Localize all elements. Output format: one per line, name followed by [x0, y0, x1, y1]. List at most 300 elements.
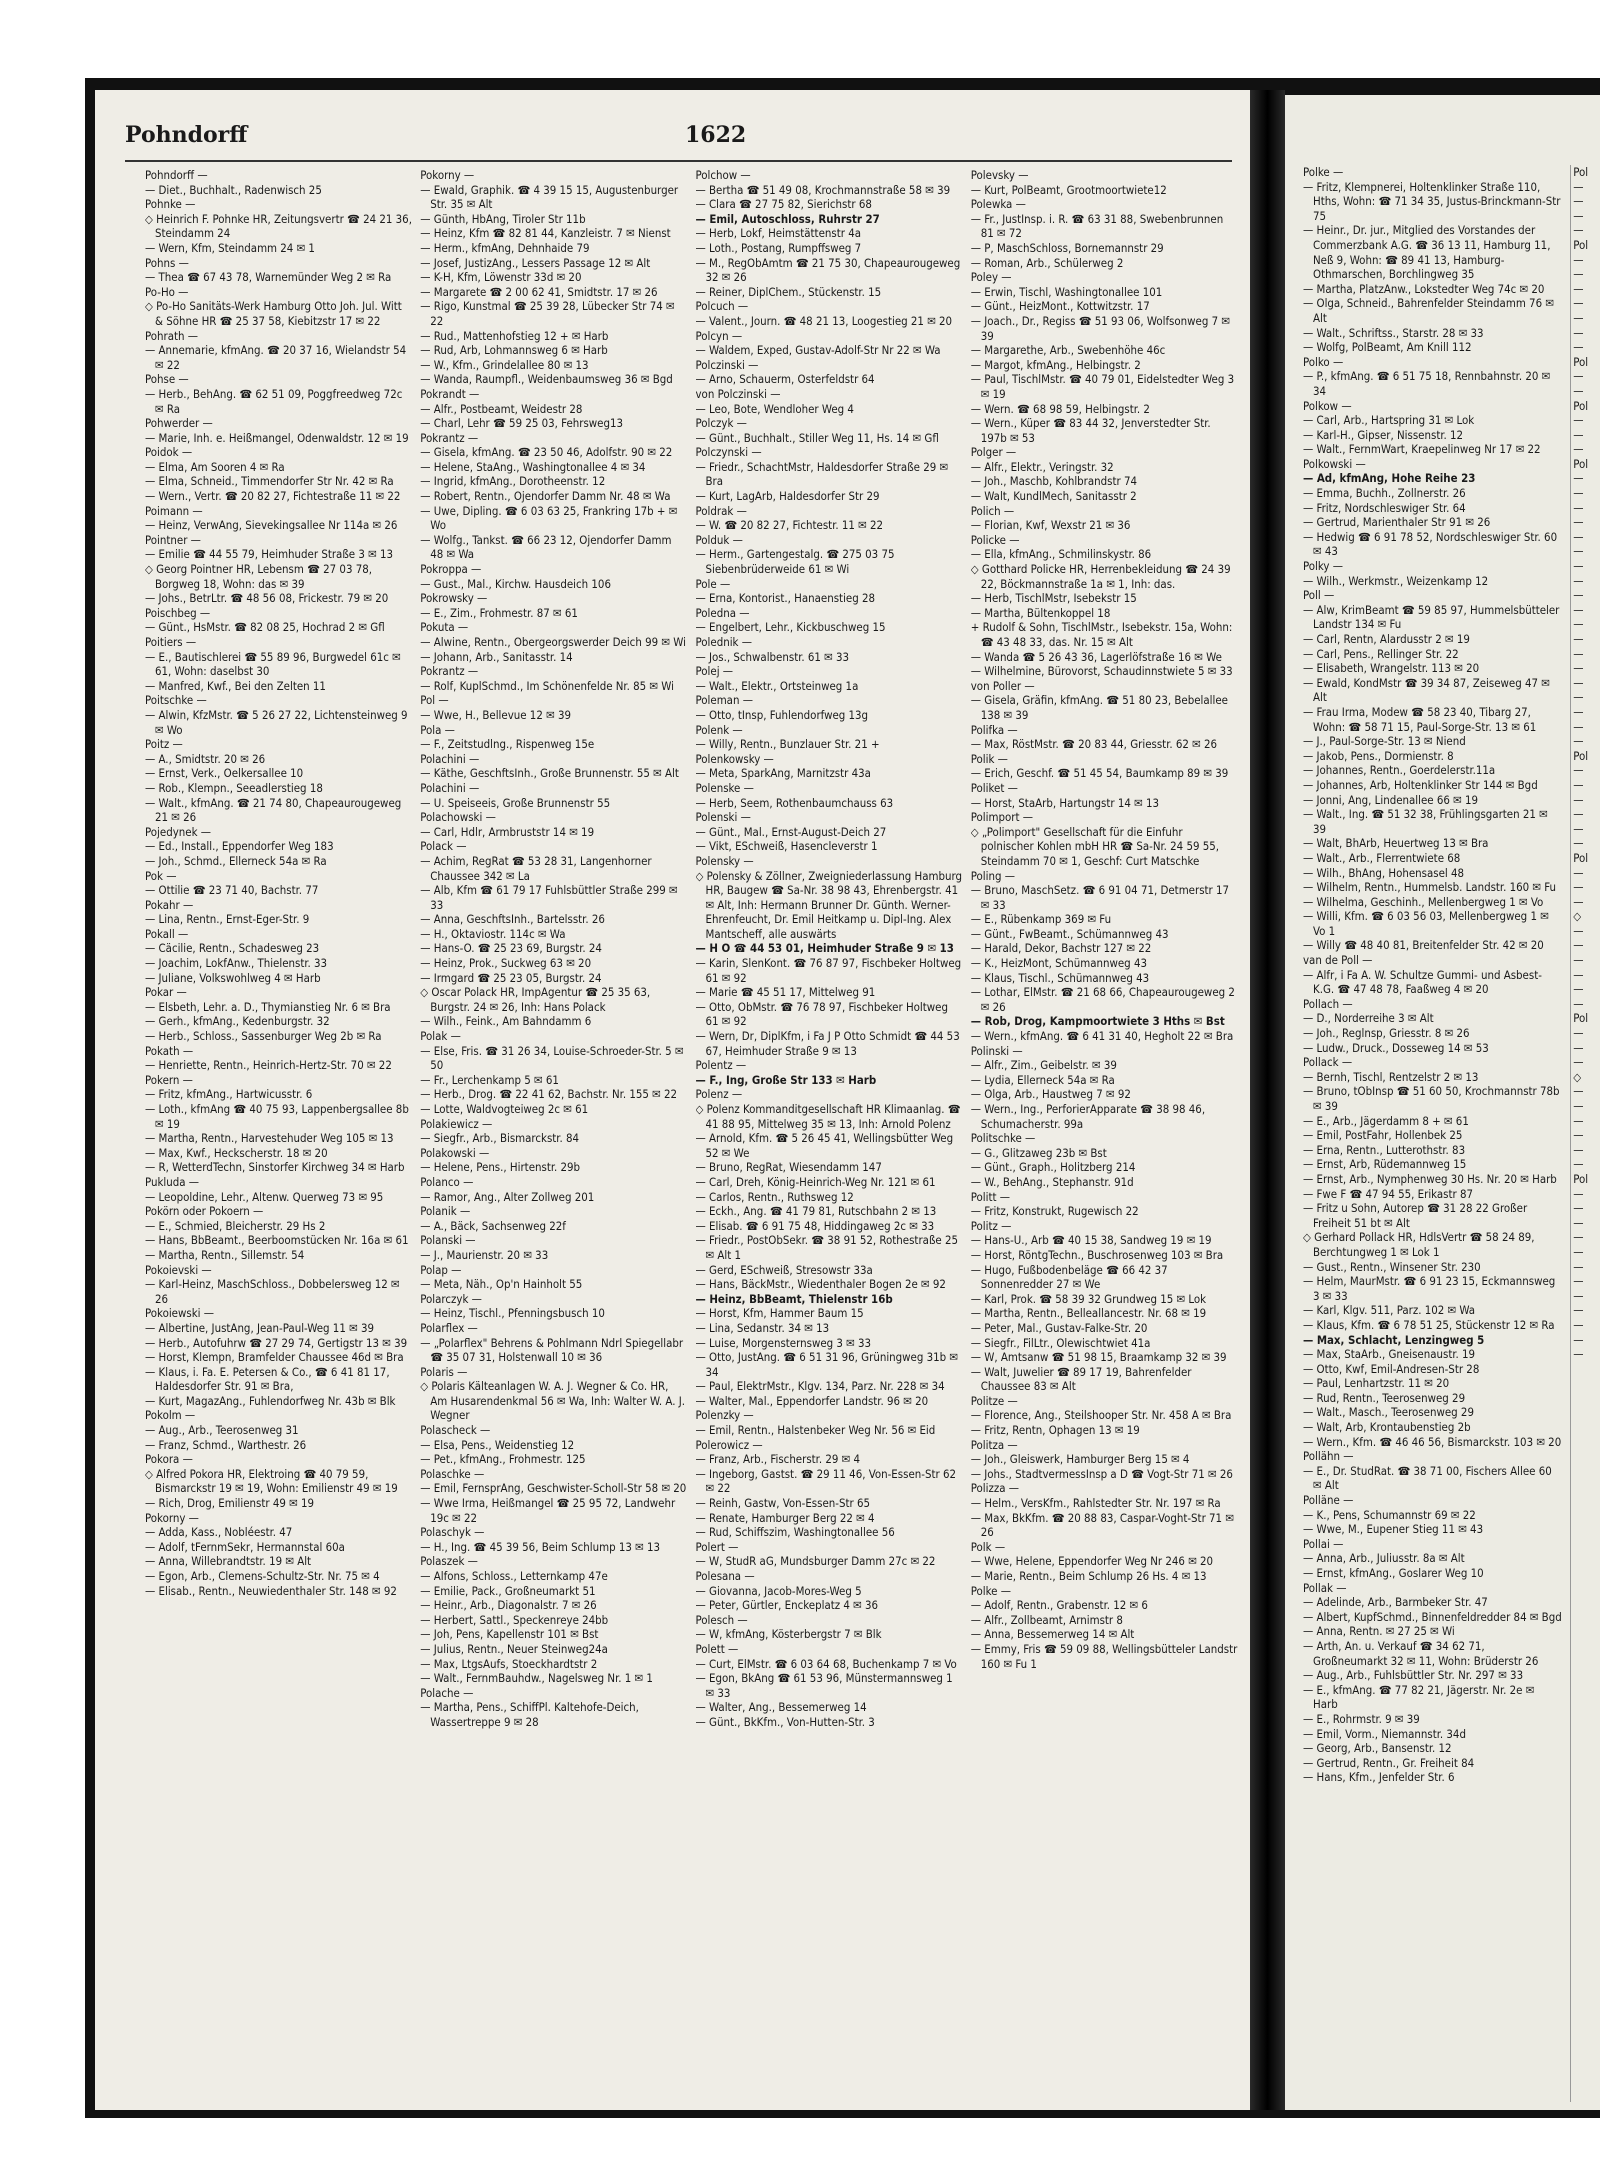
directory-entry: — Lothar, ElMstr. ☎ 21 68 66, Chapeaurougeweg 2 ✉ 26	[970, 985, 1235, 1014]
cropped-entry-fragment: —	[1573, 1113, 1584, 1128]
directory-entry: ◇ Gerhard Pollack HR, HdlsVertr ☎ 58 24 89, Berchtungweg 1 ✉ Lok 1	[1303, 1230, 1535, 1259]
cropped-entry-fragment: —	[1573, 1215, 1584, 1230]
directory-entry: — Alfr., Zim., Geibelstr. ✉ 39	[970, 1058, 1117, 1073]
directory-entry: — Diet., Buchhalt., Radenwisch 25	[145, 182, 322, 197]
surname-heading: Polak —	[420, 1029, 461, 1044]
surname-heading: Pok —	[145, 868, 177, 883]
directory-entry: — Rigo, Kunstmal ☎ 25 39 28, Lübecker Str 74 ✉ 22	[420, 299, 675, 328]
directory-entry: — Hans-U., Arb ☎ 40 15 38, Sandweg 19 ✉ 19	[970, 1233, 1212, 1248]
directory-entry: — Fritz, Klempnerei, Holtenklinker Straße 110, Hths, Wohn: ☎ 71 34 35, Justus-Brinckmann-Str 75	[1303, 179, 1561, 223]
directory-entry: — Ella, kfmAng., Schmilinskystr. 86	[970, 547, 1152, 562]
directory-entry: — H., Oktaviostr. 114c ✉ Wa	[420, 926, 566, 941]
directory-entry: — Kurt, LagArb, Haldesdorfer Str 29	[695, 489, 880, 504]
column-4	[971, 168, 1238, 2102]
cropped-entry-fragment: —	[1573, 1259, 1584, 1274]
directory-entry: — Lydia, Ellerneck 54a ✉ Ra	[970, 1072, 1115, 1087]
directory-entry: — Ad, kfmAng, Hohe Reihe 23	[1303, 471, 1476, 486]
surname-heading: Pokorny —	[420, 168, 475, 182]
directory-entry: — Anna, Willebrandtstr. 19 ✉ Alt	[145, 1554, 312, 1569]
directory-entry: — Leo, Bote, Wendloher Weg 4	[695, 401, 854, 416]
directory-entry: — Joach., Dr., Regiss ☎ 51 93 06, Wolfsonweg 7 ✉ 39	[970, 313, 1230, 343]
surname-heading: Pokoievski —	[145, 1262, 212, 1277]
directory-entry: — Horst, StaArb, Hartungstr 14 ✉ 13	[970, 795, 1160, 810]
directory-entry: — Otto, ObMstr. ☎ 76 78 97, Fischbeker Holtweg 61 ✉ 92	[695, 999, 948, 1029]
directory-entry: — Fwe F ☎ 47 94 55, Erikastr 87	[1303, 1186, 1474, 1201]
cropped-entry-fragment: —	[1573, 340, 1584, 355]
surname-heading: Poll —	[1303, 588, 1335, 603]
cropped-entry-fragment: —	[1573, 588, 1584, 603]
directory-entry: — Carl, Arb., Hartspring 31 ✉ Lok	[1303, 413, 1475, 428]
directory-entry: — Ingeborg, Gastst. ☎ 29 11 46, Von-Essen-Str 62 ✉ 22	[695, 1466, 956, 1496]
cropped-entry-fragment: —	[1573, 413, 1584, 428]
directory-entry: — Herb., Schloss., Sassenburger Weg 2b ✉ Ra	[145, 1029, 382, 1044]
directory-entry: — Wern., Vertr. ☎ 20 82 27, Fichtestraße 11 ✉ 22	[145, 489, 401, 504]
directory-entry: — Roman, Arb., Schülerweg 2	[970, 255, 1124, 270]
directory-entry: ◇ Polensky & Zöllner, Zweigniederlassung Hamburg HR, Baugew ☎ Sa-Nr. 38 98 43, Ehrenbergstr. 41 ✉ Alt, Inh: Hermann Brunner Dr. Günth. Werner-Ehrenfeucht, Dr. Emil Heitkamp u. Dipl-Ing. Alex Mantscheff, alle auswärts	[695, 868, 963, 941]
surname-heading: Polczynski —	[695, 445, 762, 460]
cropped-entry-fragment: —	[1573, 544, 1584, 559]
directory-entry: — Horst, Klempn, Bramfelder Chaussee 46d ✉ Bra	[145, 1350, 404, 1365]
surname-heading: Polesana —	[695, 1569, 755, 1583]
directory-entry: — Walt., Ing. ☎ 51 32 38, Frühlingsgarten 21 ✉ 39	[1303, 807, 1548, 836]
surname-heading: Polke —	[970, 1583, 1011, 1598]
cropped-entry-fragment: Pol	[1573, 1011, 1589, 1026]
cropped-entry-fragment: —	[1573, 486, 1584, 501]
cropped-entry-fragment: —	[1573, 1026, 1584, 1041]
surname-heading: Pollak —	[1303, 1580, 1347, 1595]
directory-entry: — Herbert, Sattl., Speckenreye 24bb	[420, 1612, 609, 1627]
directory-entry: — F., Zeitstudlng., Rispenweg 15e	[420, 737, 595, 752]
surname-heading: Polduk —	[695, 532, 743, 547]
cropped-entry-fragment: —	[1573, 1142, 1584, 1157]
directory-entry: — Siegfr., FilLtr., Olewischtwiet 41a	[970, 1335, 1151, 1350]
cropped-entry-fragment: —	[1573, 383, 1584, 398]
directory-entry: — Arnold, Kfm. ☎ 5 26 45 41, Wellingsbütter Weg 52 ✉ We	[695, 1131, 954, 1160]
directory-entry: — Joh., Reglnsp, Griesstr. 8 ✉ 26	[1303, 1026, 1470, 1041]
surname-heading: Politze —	[970, 1393, 1018, 1408]
surname-heading: Polaszek —	[420, 1554, 478, 1569]
surname-heading: Polich —	[970, 503, 1015, 518]
cropped-entry-fragment: Pol	[1573, 354, 1589, 369]
directory-entry: — Karl, Prok. ☎ 58 39 32 Grundweg 15 ✉ Lok	[970, 1291, 1207, 1306]
directory-entry: — Rolf, KuplSchmd., Im Schönenfelde Nr. 85 ✉ Wi	[420, 678, 674, 693]
surname-heading: Polik —	[970, 751, 1008, 766]
directory-entry: — Wern, Kfm, Steindamm 24 ✉ 1	[145, 240, 315, 255]
directory-entry: — Max, StaArb., Gneisenaustr. 19	[1303, 1347, 1476, 1362]
directory-entry: — Willy, Rentn., Bunzlauer Str. 21 +	[695, 737, 880, 752]
directory-entry: — Walter, Ang., Bessemerweg 14	[695, 1700, 867, 1715]
cropped-entry-fragment: —	[1573, 1230, 1584, 1245]
directory-entry: — Hedwig ☎ 6 91 78 52, Nordschleswiger Str. 60 ✉ 43	[1303, 529, 1558, 559]
directory-entry: — Jos., Schwalbenstr. 61 ✉ 33	[695, 649, 850, 664]
directory-entry: — Johann, Arb., Sanitasstr. 14	[420, 649, 573, 664]
directory-entry: — Leopoldine, Lehr., Altenw. Querweg 73 ✉ 95	[145, 1189, 384, 1204]
directory-entry: — W. ☎ 20 82 27, Fichtestr. 11 ✉ 22	[695, 518, 884, 533]
surname-heading: Polachini —	[420, 751, 480, 766]
cropped-entry-fragment: Pol	[1573, 850, 1589, 865]
cropped-entry-fragment: —	[1573, 880, 1584, 895]
directory-entry: — W, StudR aG, Mundsburger Damm 27c ✉ 22	[695, 1554, 936, 1569]
surname-heading: Polentz —	[695, 1058, 747, 1073]
directory-entry: — Emil, Rentn., Halstenbeker Weg Nr. 56 ✉ Eid	[695, 1423, 936, 1438]
directory-entry: — Elisab., Rentn., Neuwiedenthaler Str. 148 ✉ 92	[145, 1583, 397, 1598]
directory-entry: — Martha, Rentn., Belleallancestr. Nr. 68 ✉ 19	[970, 1306, 1207, 1321]
surname-heading: Polger —	[970, 445, 1017, 460]
directory-entry: — Klaus, Kfm. ☎ 6 78 51 25, Stückenstr 12 ✉ Ra	[1303, 1317, 1555, 1332]
surname-heading: Polewka —	[970, 197, 1026, 212]
surname-heading: Polenz —	[695, 1087, 743, 1102]
right-page-columns	[1303, 165, 1600, 2102]
column-2	[420, 168, 687, 2102]
surname-heading: Pollai —	[1303, 1536, 1344, 1551]
directory-entry: ◇ Polaris Kälteanlagen W. A. J. Wegner & Co. HR, Am Husarendenkmal 56 ✉ Wa, Inh: Walter W. A. J. Wegner	[420, 1379, 685, 1423]
directory-entry: — Wolfg, PolBeamt, Am Knill 112	[1303, 340, 1472, 355]
directory-entry: — Klaus, Tischl., Schümannweg 43	[970, 970, 1150, 985]
surname-heading: Pohse —	[145, 372, 189, 387]
directory-entry: — Waldem, Exped, Gustav-Adolf-Str Nr 22 ✉ Wa	[695, 343, 941, 358]
directory-entry: — Günt., Buchhalt., Stiller Weg 11, Hs. 14 ✉ Gfl	[695, 430, 939, 445]
directory-entry: — Rud, Schiffszim, Washingtonallee 56	[695, 1525, 895, 1540]
directory-entry: — Fritz u Sohn, Autorep ☎ 31 28 22 Großer Freiheit 51 bt ✉ Alt	[1303, 1201, 1528, 1230]
surname-heading: Pohndorff —	[145, 168, 208, 182]
directory-entry: — Max, Schlacht, Lenzingweg 5	[1303, 1332, 1485, 1347]
directory-columns	[145, 168, 1238, 2102]
directory-entry: — Renate, Hamburger Berg 22 ✉ 4	[695, 1510, 875, 1525]
directory-entry: ◇ Georg Pointner HR, Lebensm ☎ 27 03 78, Borgweg 18, Wohn: das ✉ 39	[145, 562, 373, 591]
cropped-entry-fragment: Pol	[1573, 456, 1589, 471]
directory-entry: — Alb, Kfm ☎ 61 79 17 Fuhlsbüttler Straße 299 ✉ 33	[420, 883, 678, 912]
directory-entry: — Emil, PostFahr, Hollenbek 25	[1303, 1128, 1463, 1143]
directory-entry: — Martha, PlatzAnw., Lokstedter Weg 74c ✉ 20	[1303, 281, 1545, 296]
directory-entry: — A., Smidtstr. 20 ✉ 26	[145, 751, 266, 766]
cropped-entry-fragment: ◇	[1573, 909, 1582, 924]
directory-entry: — Peter, Gürtler, Enckeplatz 4 ✉ 36	[695, 1598, 879, 1613]
directory-entry: — Walt, BhArb, Heuertweg 13 ✉ Bra	[1303, 836, 1489, 851]
surname-heading: Po-Ho —	[145, 284, 189, 299]
cropped-entry-fragment: —	[1573, 252, 1584, 267]
surname-heading: Polcyn —	[695, 328, 743, 343]
directory-entry: — Horst, RöntgTechn., Buschrosenweg 103 ✉ Bra	[970, 1247, 1224, 1262]
surname-heading: Pojedynek —	[145, 824, 212, 839]
surname-heading: Polett —	[695, 1641, 739, 1656]
directory-entry: — Emil, Vorm., Niemannstr. 34d	[1303, 1726, 1466, 1741]
cropped-entry-fragment: —	[1573, 1347, 1584, 1362]
directory-entry: — Annemarie, kfmAng. ☎ 20 37 16, Wielandstr 54 ✉ 22	[145, 343, 407, 372]
surname-heading: Polarflex —	[420, 1320, 478, 1335]
surname-heading: Polanik —	[420, 1204, 471, 1219]
directory-entry: — Carl, Dreh, König-Heinrich-Weg Nr. 121 ✉ 61	[695, 1174, 936, 1189]
cropped-entry-fragment: —	[1573, 223, 1584, 238]
directory-entry: — Max, RöstMstr. ☎ 20 83 44, Griesstr. 62 ✉ 26	[970, 737, 1218, 752]
cropped-entry-fragment: Pol	[1573, 1171, 1589, 1186]
directory-entry: — Käthe, GeschftsInh., Große Brunnenstr. 55 ✉ Alt	[420, 766, 679, 781]
directory-entry: — Heinr., Dr. jur., Mitglied des Vorstandes der Commerzbank A.G. ☎ 36 13 11, Hamburg 11, Neß 9, Wohn: ☎ 89 41 13, Hamburg-Othmarschen, Borchlingweg 35	[1303, 223, 1551, 282]
directory-entry: — Franz, Schmd., Warthestr. 26	[145, 1437, 307, 1452]
directory-entry: — Helm, MaurMstr. ☎ 6 91 23 15, Eckmannsweg 3 ✉ 33	[1303, 1274, 1556, 1303]
directory-entry: — E., Rübenkamp 369 ✉ Fu	[970, 912, 1112, 927]
directory-entry: — Georg, Arb., Bansenstr. 12	[1303, 1741, 1452, 1756]
directory-entry: ◇ Gotthard Policke HR, Herrenbekleidung ☎ 24 39 22, Böckmannstraße 1a ✉ 1, Inh: das.	[970, 562, 1231, 591]
directory-entry: ◇ Polenz Kommanditgesellschaft HR Klimaanlag. ☎ 41 88 95, Mittelweg 35 ✉ 13, Inh: Arnold Polenz	[695, 1102, 961, 1131]
directory-entry: — W., Kfm., Grindelallee 80 ✉ 13	[420, 357, 589, 372]
directory-entry: — Cäcilie, Rentn., Schadesweg 23	[145, 941, 320, 956]
directory-entry: — Alfons, Schloss., Letternkamp 47e	[420, 1569, 608, 1583]
directory-entry: — Jakob, Pens., Dormienstr. 8	[1303, 748, 1454, 763]
directory-entry: — Albert, KupfSchmd., Binnenfeldredder 84 ✉ Bgd	[1303, 1609, 1562, 1624]
surname-heading: Polaris —	[420, 1364, 468, 1379]
directory-entry: — Emma, Buchh., Zollnerstr. 26	[1303, 486, 1466, 501]
surname-heading: Poitiers —	[145, 635, 197, 649]
directory-entry: — Martha, Bültenkoppel 18	[970, 605, 1111, 620]
surname-heading: Politz —	[970, 1218, 1012, 1233]
surname-heading: Polenk —	[695, 722, 743, 737]
directory-entry: — Fr., Lerchenkamp 5 ✉ 61	[420, 1072, 559, 1087]
left-page	[95, 90, 1250, 2110]
surname-heading: Pokall —	[145, 926, 189, 941]
directory-entry: — Johannes, Rentn., Goerdelerstr.11a	[1303, 763, 1496, 778]
surname-heading: Polerowicz —	[695, 1437, 763, 1452]
directory-entry: — Emilie ☎ 44 55 79, Heimhuder Straße 3 ✉ 13	[145, 547, 394, 562]
directory-entry: — Gertrud, Marienthaler Str 91 ✉ 26	[1303, 515, 1491, 530]
directory-entry: — E., Rohrmstr. 9 ✉ 39	[1303, 1711, 1420, 1726]
directory-entry: — Charl, Lehr ☎ 59 25 03, Fehrsweg13	[420, 416, 624, 431]
surname-heading: Polache —	[420, 1685, 474, 1700]
cropped-entry-fragment: —	[1573, 325, 1584, 340]
directory-entry: — Elsa, Pens., Weidenstieg 12	[420, 1437, 575, 1452]
surname-heading: Polevsky —	[970, 168, 1029, 182]
directory-entry: — M., RegObAmtm ☎ 21 75 30, Chapeaurougeweg 32 ✉ 26	[695, 255, 961, 285]
directory-entry: — Marie ☎ 45 51 17, Mittelweg 91	[695, 985, 876, 1000]
right-column-2-fragment	[1570, 165, 1600, 2102]
directory-entry: — K., Pens, Schumannstr 69 ✉ 22	[1303, 1507, 1476, 1522]
directory-entry: — Anna, Bessemerweg 14 ✉ Alt	[970, 1627, 1135, 1642]
surname-heading: Polanski —	[420, 1233, 476, 1248]
directory-entry: — Helm., VersKfm., Rahlstedter Str. Nr. 197 ✉ Ra	[970, 1496, 1221, 1511]
directory-entry: — Irmgard ☎ 25 23 05, Burgstr. 24	[420, 970, 602, 985]
directory-entry: — Lotte, Waldvogteiweg 2c ✉ 61	[420, 1102, 589, 1116]
surname-heading: Polakowski —	[420, 1145, 490, 1160]
directory-entry: — Erich, Geschf. ☎ 51 45 54, Baumkamp 89 ✉ 39	[970, 766, 1229, 781]
cropped-entry-fragment: —	[1573, 573, 1584, 588]
directory-entry: — Wilhelma, Geschinh., Mellenbergweg 1 ✉ Vo	[1303, 894, 1544, 909]
directory-entry: — D., Norderreihe 3 ✉ Alt	[1303, 1011, 1434, 1026]
surname-heading: Pohrath —	[145, 328, 199, 343]
directory-entry: — Wolfg., Tankst. ☎ 66 23 12, Ojendorfer Damm 48 ✉ Wa	[420, 532, 672, 562]
directory-entry: — Ludw., Druck., Dosseweg 14 ✉ 53	[1303, 1040, 1489, 1055]
directory-entry: — Wern., Ing., PerforierApparate ☎ 38 98 46, Schumacherstr. 99a	[970, 1102, 1206, 1131]
directory-entry: — Eckh., Ang. ☎ 41 79 81, Rutschbahn 2 ✉ 13	[695, 1204, 937, 1219]
directory-entry: — Gust., Mal., Kirchw. Hausdeich 106	[420, 576, 611, 591]
directory-entry: — Peter, Mal., Gustav-Falke-Str. 20	[970, 1320, 1148, 1335]
surname-heading: Pohwerder —	[145, 416, 213, 431]
directory-entry: — Martha, Rentn., Harvestehuder Weg 105 ✉ 13	[145, 1131, 394, 1146]
directory-entry: — W, Amtsanw ☎ 51 98 15, Braamkamp 32 ✉ 39	[970, 1350, 1227, 1365]
directory-entry: ◇ Oscar Polack HR, ImpAgentur ☎ 25 35 63, Burgstr. 24 ✉ 26, Inh: Hans Polack	[420, 985, 651, 1014]
directory-entry: — Ernst, Verk., Oelkersallee 10	[145, 766, 304, 781]
directory-entry: — Adolf, Rentn., Grabenstr. 12 ✉ 6	[970, 1598, 1148, 1613]
directory-entry: — E., kfmAng. ☎ 77 82 21, Jägerstr. Nr. 2e ✉ Harb	[1303, 1682, 1535, 1712]
surname-heading: Poleman —	[695, 693, 753, 708]
surname-heading: Polaschyk —	[420, 1525, 485, 1540]
directory-entry: — Florian, Kwf, Wexstr 21 ✉ 36	[970, 518, 1131, 533]
cropped-entry-fragment: —	[1573, 763, 1584, 778]
directory-entry: — Fritz, Nordschleswiger Str. 64	[1303, 500, 1466, 515]
directory-entry: — Max, Kwf., Heckscherstr. 18 ✉ 20	[145, 1145, 328, 1160]
directory-entry: — J., Maurienstr. 20 ✉ 33	[420, 1247, 549, 1262]
directory-entry: — Herm., Gartengestalg. ☎ 275 03 75 Siebenbrüderweide 61 ✉ Wi	[695, 547, 895, 577]
cropped-entry-fragment: —	[1573, 1084, 1584, 1099]
directory-entry: — Luise, Morgensternsweg 3 ✉ 33	[695, 1335, 872, 1350]
directory-entry: — Bruno, tObInsp ☎ 51 60 50, Krochmannstr 78b ✉ 39	[1303, 1084, 1560, 1113]
directory-entry: — Willi, Kfm. ☎ 6 03 56 03, Mellenbergweg 1 ✉ Vo 1	[1303, 909, 1549, 938]
directory-entry: — Rich, Drog, Emilienstr 49 ✉ 19	[145, 1496, 315, 1511]
directory-entry: — Hans-O. ☎ 25 23 69, Burgstr. 24	[420, 941, 602, 956]
cropped-entry-fragment: —	[1573, 923, 1584, 938]
directory-entry: — F., Ing, Große Str 133 ✉ Harb	[695, 1072, 877, 1087]
surname-heading: Polkowski —	[1303, 456, 1366, 471]
directory-entry: — Walt, Arb, Krontaubenstieg 2b	[1303, 1420, 1471, 1435]
cropped-entry-fragment: —	[1573, 777, 1584, 792]
cropped-entry-fragment: —	[1573, 690, 1584, 705]
directory-entry: + Rudolf & Sohn, TischlMstr., Isebekstr. 15a, Wohn: ☎ 43 48 33, das. Nr. 15 ✉ Alt	[970, 620, 1233, 649]
right-column-1	[1303, 165, 1562, 2102]
surname-heading: Polachowski —	[420, 810, 496, 825]
cropped-entry-fragment: —	[1573, 719, 1584, 734]
cropped-entry-fragment: Pol	[1573, 748, 1589, 763]
directory-entry: — Wern., Küper ☎ 83 44 32, Jenverstedter Str. 197b ✉ 53	[970, 416, 1211, 445]
surname-heading: Poitschke —	[145, 693, 207, 708]
directory-entry: — Hans, BbBeamt., Beerboomstücken Nr. 16a ✉ 61	[145, 1233, 409, 1248]
directory-entry: — Martha, Pens., SchiffPl. Kaltehofe-Deich, Wassertreppe 9 ✉ 28	[420, 1700, 639, 1729]
directory-entry: — Olga, Arb., Haustweg 7 ✉ 92	[970, 1087, 1131, 1102]
directory-entry: — Anna, Rentn. ✉ 27 25 ✉ Wi	[1303, 1624, 1455, 1639]
surname-heading: Polachini —	[420, 780, 480, 795]
directory-entry: — K., HeizMont, Schümannweg 43	[970, 956, 1147, 971]
directory-entry: — Fr., JustInsp. i. R. ☎ 63 31 88, Swebenbrunnen 81 ✉ 72	[970, 211, 1224, 241]
directory-entry: — Willy ☎ 48 40 81, Breitenfelder Str. 42 ✉ 20	[1303, 938, 1544, 953]
directory-entry: — Ernst, kfmAng., Goslarer Weg 10	[1303, 1566, 1484, 1580]
surname-heading: Pokern —	[145, 1072, 193, 1087]
surname-heading: Pohnke —	[145, 197, 196, 212]
directory-entry: — E., Bautischlerei ☎ 55 89 96, Burgwedel 61c ✉ 61, Wohn: daselbst 30	[145, 649, 401, 679]
directory-entry: — Henriette, Rentn., Heinrich-Hertz-Str. 70 ✉ 22	[145, 1058, 392, 1073]
directory-entry: — Walt, Juwelier ☎ 89 17 19, Bahrenfelder Chaussee 83 ✉ Alt	[970, 1364, 1192, 1394]
cropped-entry-fragment: —	[1573, 427, 1584, 442]
surname-heading: Pokrandt —	[420, 386, 480, 401]
directory-entry: — Günt., BkKfm., Von-Hutten-Str. 3	[695, 1714, 875, 1729]
directory-entry: — Adda, Kass., Nobléestr. 47	[145, 1525, 293, 1540]
cropped-entry-fragment: —	[1573, 734, 1584, 749]
directory-entry: — P, MaschSchloss, Bornemannstr 29	[970, 240, 1164, 255]
directory-entry: — Günt., HeizMont., Kottwitzstr. 17	[970, 299, 1150, 314]
directory-entry: — Vikt, ESchweiß, Hasencleverstr 1	[695, 839, 878, 854]
directory-entry: — Anna, GeschftsInh., Bartelsstr. 26	[420, 912, 605, 927]
directory-entry: — Heinz, Tischl., Pfenningsbusch 10	[420, 1306, 605, 1321]
cropped-entry-fragment: Pol	[1573, 165, 1589, 179]
directory-entry: — Heinz, VerwAng, Sievekingsallee Nr 114a ✉ 26	[145, 518, 398, 533]
directory-entry: ◇ Po-Ho Sanitäts-Werk Hamburg Otto Joh. Jul. Witt & Söhne HR ☎ 25 37 58, Kiebitzstr 17 ✉ 22	[145, 299, 402, 328]
surname-heading: von Poller —	[970, 678, 1035, 693]
directory-entry: — Wilh., BhAng, Hohensasel 48	[1303, 865, 1465, 880]
cropped-entry-fragment: ◇	[1573, 1069, 1582, 1084]
directory-entry: — Heinz, Kfm ☎ 82 81 44, Kanzleistr. 7 ✉ Nienst	[420, 226, 671, 241]
directory-entry: — Carlos, Rentn., Ruthsweg 12	[695, 1189, 854, 1204]
directory-entry: — Herm., kfmAng, Dehnhaide 79	[420, 240, 590, 255]
cropped-entry-fragment: —	[1573, 821, 1584, 836]
directory-entry: — Karin, SlenKont. ☎ 76 87 97, Fischbeker Holtweg 61 ✉ 92	[695, 956, 962, 985]
directory-entry: — Paul, Lenhartzstr. 11 ✉ 20	[1303, 1376, 1450, 1391]
cropped-entry-fragment: —	[1573, 661, 1584, 676]
cropped-entry-fragment: Pol	[1573, 237, 1589, 252]
directory-entry: — Otto, Kwf, Emil-Andresen-Str 28	[1303, 1361, 1480, 1376]
directory-entry: — Loth., kfmAng ☎ 40 75 93, Lappenbergsallee 8b ✉ 19	[145, 1102, 409, 1131]
directory-entry: — Engelbert, Lehr., Kickbuschweg 15	[695, 620, 886, 635]
surname-heading: Pokrowsky —	[420, 591, 488, 606]
cropped-entry-fragment: —	[1573, 369, 1584, 384]
directory-entry: — Rob., Klempn., Seeadlerstieg 18	[145, 780, 323, 795]
surname-heading: Polizza —	[970, 1481, 1020, 1496]
directory-entry: — Pet., kfmAng., Frohmestr. 125	[420, 1452, 586, 1467]
directory-entry: — Helene, Pens., Hirtenstr. 29b	[420, 1160, 581, 1175]
directory-entry: — Erna, Kontorist., Hanaenstieg 28	[695, 591, 876, 606]
cropped-entry-fragment: —	[1573, 281, 1584, 296]
surname-heading: Pohns —	[145, 255, 189, 270]
directory-entry: — Elma, Am Sooren 4 ✉ Ra	[145, 459, 285, 474]
directory-entry: — Emilie, Pack., Großneumarkt 51	[420, 1583, 596, 1598]
directory-entry: — Curt, ElMstr. ☎ 6 03 64 68, Buchenkamp 7 ✉ Vo	[695, 1656, 957, 1671]
directory-entry: — Herb, Lokf, Heimstättenstr 4a	[695, 226, 861, 241]
directory-entry: — Herb., Drog. ☎ 22 41 62, Bachstr. Nr. 155 ✉ 22	[420, 1087, 678, 1102]
directory-entry: — Wilh., Werkmstr., Weizenkamp 12	[1303, 573, 1489, 588]
surname-heading: Polchow —	[695, 168, 751, 182]
directory-entry: — Karl-Heinz, MaschSchloss., Dobbelersweg 12 ✉ 26	[145, 1277, 400, 1306]
directory-entry: — Reiner, DiplChem., Stückenstr. 15	[695, 284, 882, 299]
directory-entry: — Walt, KundlMech, Sanitasstr 2	[970, 489, 1137, 504]
directory-entry: — Otto, tInsp, Fuhlendorfweg 13g	[695, 707, 869, 722]
surname-heading: Polke —	[1303, 165, 1344, 179]
directory-entry: ◇ Heinrich F. Pohnke HR, Zeitungsvertr ☎ 24 21 36, Steindamm 24	[145, 211, 412, 241]
surname-heading: Pokath —	[145, 1043, 194, 1058]
directory-entry: — Egon, BkAng ☎ 61 53 96, Münstermannsweg 1 ✉ 33	[695, 1671, 953, 1700]
directory-entry: — Joh., Schmd., Ellerneck 54a ✉ Ra	[145, 853, 327, 868]
directory-entry: — E., Schmied, Bleicherstr. 29 Hs 2	[145, 1218, 326, 1233]
directory-entry: — Carl, Hdlr, Armbruststr 14 ✉ 19	[420, 824, 595, 839]
directory-entry: — Rud., Mattenhofstieg 12 + ✉ Harb	[420, 328, 609, 343]
directory-entry: — Giovanna, Jacob-Mores-Weg 5	[695, 1583, 862, 1598]
directory-entry: — Else, Fris. ☎ 31 26 34, Louise-Schroeder-Str. 5 ✉ 50	[420, 1043, 684, 1073]
directory-entry: — Walt., Schriftss., Starstr. 28 ✉ 33	[1303, 325, 1484, 340]
directory-entry: — Johs., StadtvermessInsp a D ☎ Vogt-Str 71 ✉ 26	[970, 1466, 1233, 1481]
surname-heading: Pokar —	[145, 985, 187, 1000]
cropped-entry-fragment: —	[1573, 602, 1584, 617]
directory-entry: — Frau Irma, Modew ☎ 58 23 40, Tibarg 27, Wohn: ☎ 58 71 15, Paul-Sorge-Str. 13 ✉ 61	[1303, 704, 1537, 734]
surname-heading: van de Poll —	[1303, 953, 1373, 968]
cropped-entry-fragment: —	[1573, 1317, 1584, 1332]
directory-entry: — W, kfmAng, Kösterbergstr 7 ✉ Blk	[695, 1627, 882, 1642]
directory-entry: — Max, LtgsAufs, Stoeckhardtstr 2	[420, 1656, 598, 1671]
directory-entry: — Siegfr., Arb., Bismarckstr. 84	[420, 1131, 580, 1146]
directory-entry: — Rud, Rentn., Teerosenweg 29	[1303, 1390, 1466, 1405]
cropped-entry-fragment: —	[1573, 1186, 1584, 1201]
directory-entry: — Heinr., Arb., Diagonalstr. 7 ✉ 26	[420, 1598, 597, 1613]
directory-entry: — Günt., Mal., Ernst-August-Deich 27	[695, 824, 887, 839]
directory-entry: — Paul, ElektrMstr., Klgv. 134, Parz. Nr. 228 ✉ 34	[695, 1379, 945, 1394]
directory-entry: — Elisabeth, Wrangelstr. 113 ✉ 20	[1303, 661, 1480, 676]
directory-entry: — Herb, TischlMstr, Isebekstr 15	[970, 591, 1137, 606]
directory-entry: — Heinz, Prok., Suckweg 63 ✉ 20	[420, 956, 592, 971]
directory-entry: — „Polarflex" Behrens & Pohlmann Ndrl Spiegellabr ☎ 35 07 31, Holstenwall 10 ✉ 36	[420, 1335, 684, 1365]
directory-entry: — Elma, Schneid., Timmendorfer Str Nr. 42 ✉ Ra	[145, 474, 394, 489]
